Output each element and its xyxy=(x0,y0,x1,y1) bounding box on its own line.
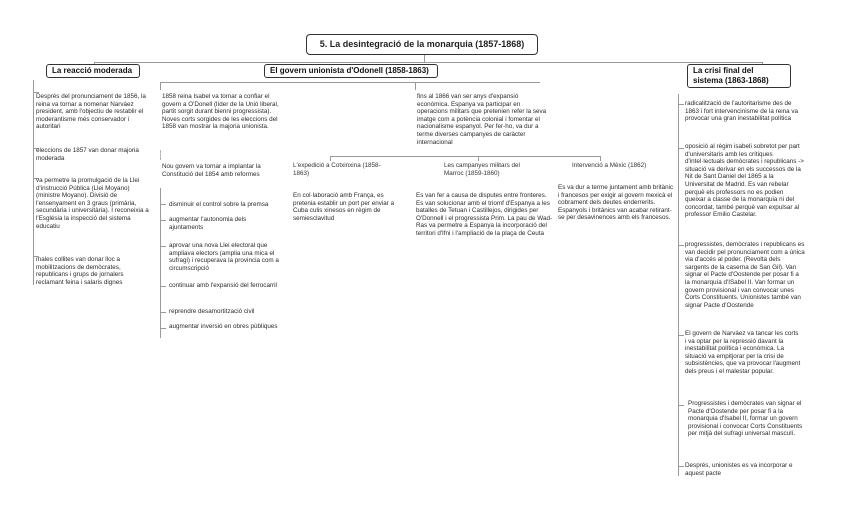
campaign-label-cotxinxina: L'expedició a Cotxinxina (1858-1863) xyxy=(293,162,381,177)
center-dashed xyxy=(160,150,161,160)
header-reaccio-moderada: La reacció moderada xyxy=(46,64,140,78)
campaign-stub xyxy=(330,156,331,161)
right-text-nit-sant-daniel: oposició al règim isabeli sobretot per part d'universitaris amb les crítiques d'intel·lectuals demòcrates i republicans -> situació va derivar en els successos de la Nit de Sant Daniel del 1865 a la Universitat de Madrid. Es van rebelar perquè els professors no es podien queixar a classe de la monarquia ni del concordat, també perquè van expulsar al professor Emilio Castelar. xyxy=(685,143,804,219)
reform-tick xyxy=(160,204,166,205)
reforms-rail xyxy=(160,188,161,338)
right-tick xyxy=(678,335,684,336)
center-sub-stub xyxy=(415,82,416,90)
right-tick xyxy=(678,405,684,406)
center-text-exterior: fins al 1866 van ser anys d'expansió econòmica. Espanya va participar en operacions militars que pretenien refer la seva imatge com a potència colonial i fomentar el nacionalisme espanyol. Per fer-ho, va dur a terme diverses campanyes de caràcter internacional xyxy=(417,93,547,146)
right-tick xyxy=(678,466,684,467)
center-sub-stub xyxy=(160,82,161,90)
campaign-stub xyxy=(600,156,601,161)
reform-item: augmentar l'autonomia dels ajuntaments xyxy=(169,216,247,231)
right-text-pronunciament: progressistes, demòcrates i republicans es van decidir pel pronunciament com a única via d'accés al poder. (Revolta dels sargents de la caserna de San Gil). Van signar el Pacte d'Oostende per posar fi a la monarquía d'ISabel II. Van formar un govern provisional i van convocar unes Corts Constituents. Unionistes també van signar Pacte d'Oostende xyxy=(685,241,805,309)
reform-item: augmentar inversió en obres pùbliques xyxy=(169,323,278,330)
center-text-intro: 1858 reina Isabel va tornar a confiar el govern a O'Donell (líder de la Unió liberal, partit sorgit durant bienni progressista). Noves corts sorgides de les eleccions del 1858 van mostrar la majoria unionista. xyxy=(162,93,279,131)
campaigns-line xyxy=(330,156,600,157)
right-text-autoritarisme: radicalització de l'autoritarisme des de 1863 i fort intervencinisme de la reina va provocar una gran inestabilitat política xyxy=(685,100,799,123)
campaign-text-cotxinxina: En col·laboració amb França, es pretenia establir un port per enviar a Cuba culis xinesos en règim de semiesclavitud xyxy=(293,192,395,222)
reform-tick xyxy=(160,246,166,247)
reform-item: reprendre desamortització civil xyxy=(169,308,255,315)
campaign-text-marroc: Es van fer a causa de disputes entre fronteres. Es van solucionar amb el triomf d'Espanya a les batalles de Tetuan i Castillejos, dirigides per O'Donnell i el progressista Prim. La pau de Wad-Ras va permetre a Espanya la incorporació del territori d'Ifni i l'ampliació de la plaça de Ceuta xyxy=(416,192,553,237)
reform-tick xyxy=(160,328,166,329)
campaign-stub xyxy=(478,156,479,161)
header-govern-unionista: El govern unionista d'Odonell (1858-1863) xyxy=(264,64,438,78)
right-text-pacte-oostende: Progressistes i demòcrates van signar el Pacte d'Oostende per posar fi a la monarquia d'Isabel II, formar un govern provisional i convocar Corts Constituents per mitjà del sufragi universal masculí. xyxy=(688,400,803,438)
main-branch-line xyxy=(94,62,762,63)
right-text-unionistes: Després, unionistes es va incorporar e aquest pacte xyxy=(685,462,793,477)
header-crisi-final: La crisi final del sistema (1863-1868) xyxy=(687,64,791,88)
campaign-label-marroc: Les campanyes militars del Marroc (1859-1860) xyxy=(444,162,520,177)
left-text-mobilitzacions: males collites van donar lloc a mobilitzacions de demòcrates, republicans i grups de jornalers reclamant feina i salaris dignes xyxy=(36,256,124,286)
center-text-govern: Nou govern va tornar a implantar la Constitució del 1854 amb reformes xyxy=(162,163,261,178)
right-tick xyxy=(678,245,684,246)
right-tick xyxy=(678,104,684,105)
reform-item: aprovar una nova Llei electoral que ampliava electors (amplia una mica el sufragi) i recuperava la provincia com a circumscripció xyxy=(169,242,279,272)
right-rail xyxy=(678,94,679,476)
right-tick xyxy=(678,148,684,149)
reform-item: continuar amb l'expansió del ferrocarril xyxy=(169,282,277,289)
campaign-text-mexic: Es va dur a terme juntament amb britànic i francesos per exigir al govern mexicà el cobrament dels deutes enderrerits. Espanyols i britànics van acabar retirant-se per desavinences amb els francesos. xyxy=(558,184,674,222)
reform-tick xyxy=(160,286,166,287)
reform-tick xyxy=(160,220,166,221)
right-text-narvaez: El govern de Narváez va tancar les corts i va optar per la repressió davant la inestabilitat política i econòmica. La situació va empitjorar per la crisi de subsistències, que va provocar l'augment dels preus i el malestar popular. xyxy=(685,330,801,375)
left-text-llei-moyano: va permetre la promulgació de la Llei d'instrucció Pública (Llei Moyano) (ministre Moyano). Divisió de l'ensenyament en 3 graus (primària, secundària i universitària). I reconeixia a l'Església la inspecció del sistema educatiu xyxy=(36,177,149,230)
page-title: 5. La desintegració de la monarquia (1857-1868) xyxy=(306,34,538,55)
center-sub-line xyxy=(160,82,540,83)
campaign-label-mexic: Intervenció a Mèxic (1862) xyxy=(572,162,647,169)
left-text-pronunciament: Després del pronunciament de 1856, la reina va tornar a nomenar Narváez president, amb l'objectiu de restablir el moderantisme més conservador i autoritari xyxy=(36,93,146,131)
reform-item: disminuir el control sobre la premsa xyxy=(169,201,269,208)
left-rail xyxy=(33,80,34,285)
reform-tick xyxy=(160,312,166,313)
left-text-eleccions: eleccions de 1857 van donar majoria moderada xyxy=(36,147,139,162)
